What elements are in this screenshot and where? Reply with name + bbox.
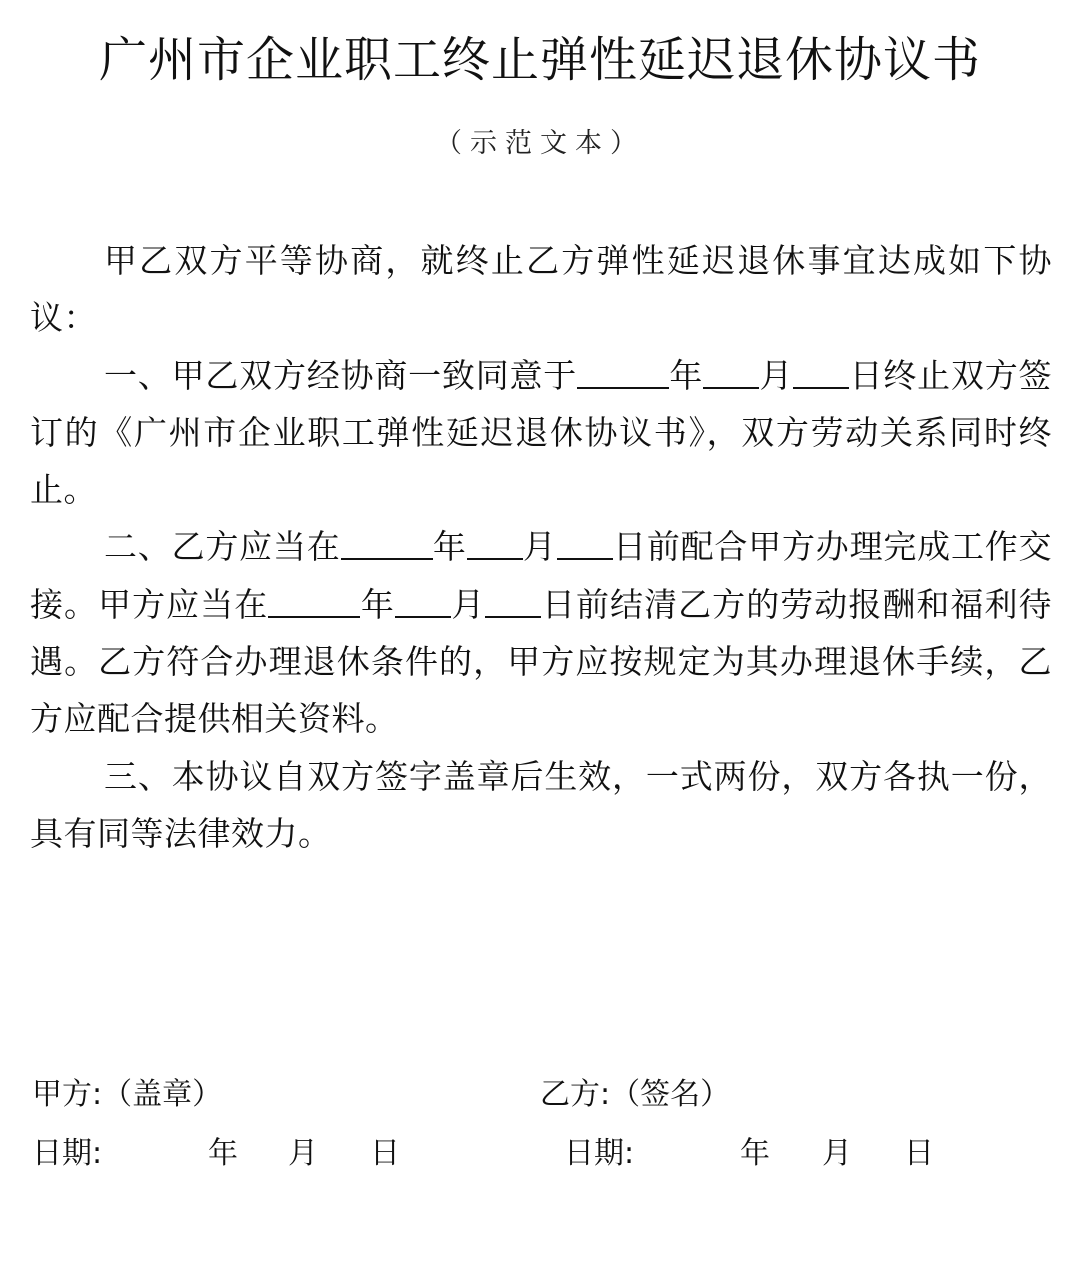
month-label: 月 — [522, 527, 557, 567]
year-label: 年 — [669, 355, 704, 395]
clause-2-rest: 日前结清乙方的劳动报酬和福利待遇。乙方符合办理退休条件的，甲方应按规定为其办理退休手续，乙方应配合提供相关资料。 — [30, 584, 1053, 739]
settlement-day-blank[interactable] — [485, 580, 541, 618]
month-label: 月 — [450, 584, 486, 624]
clause-3-text: 三、本协议自双方签字盖章后生效，一式两份，双方各执一份，具有同等法律效力。 — [30, 756, 1052, 853]
clause-2 — [30, 518, 1052, 747]
party-b-date-month: 月 — [822, 1136, 852, 1171]
party-a-seal-label: 甲方:（盖章） — [32, 1077, 223, 1112]
month-blank[interactable] — [703, 351, 759, 389]
clause-1 — [30, 347, 1052, 519]
party-b-date-label: 日期: — [564, 1136, 635, 1171]
handover-month-blank[interactable] — [467, 522, 523, 560]
month-label: 月 — [759, 355, 794, 395]
clause-2-middle: 日前配合甲方办理完成工作交接。甲方应当在 — [30, 527, 1053, 624]
settlement-month-blank[interactable] — [395, 580, 451, 618]
party-a-date-month: 月 — [288, 1136, 318, 1171]
handover-year-blank[interactable] — [341, 522, 433, 560]
clause-1-rest: 日终止双方签订的《广州市企业职工弹性延迟退休协议书》，双方劳动关系同时终止。 — [30, 355, 1053, 510]
party-b-date-day: 日 — [904, 1136, 934, 1171]
handover-day-blank[interactable] — [557, 522, 613, 560]
day-blank[interactable] — [793, 351, 849, 389]
clause-1-lead: 一、甲乙双方经协商一致同意于 — [104, 355, 578, 395]
clause-3 — [30, 748, 1052, 863]
party-a-date-label: 日期: — [32, 1136, 103, 1171]
intro-paragraph — [30, 232, 1052, 347]
year-blank[interactable] — [577, 351, 669, 389]
party-a-date-day: 日 — [370, 1136, 400, 1171]
intro-text: 甲乙双方平等协商，就终止乙方弹性延迟退休事宜达成如下协议： — [30, 241, 1052, 338]
clause-2-lead: 二、乙方应当在 — [104, 527, 341, 567]
settlement-year-blank[interactable] — [268, 580, 360, 618]
party-b-date-year: 年 — [740, 1136, 770, 1171]
party-b-signature-label: 乙方:（签名） — [540, 1077, 731, 1112]
document-subtitle: （示范文本） — [435, 128, 645, 159]
party-a-date-year: 年 — [208, 1136, 238, 1171]
year-label: 年 — [360, 584, 395, 624]
agreement-body — [30, 232, 1052, 862]
year-label: 年 — [432, 527, 467, 567]
document-title: 广州市企业职工终止弹性延迟退休协议书 — [98, 32, 981, 88]
